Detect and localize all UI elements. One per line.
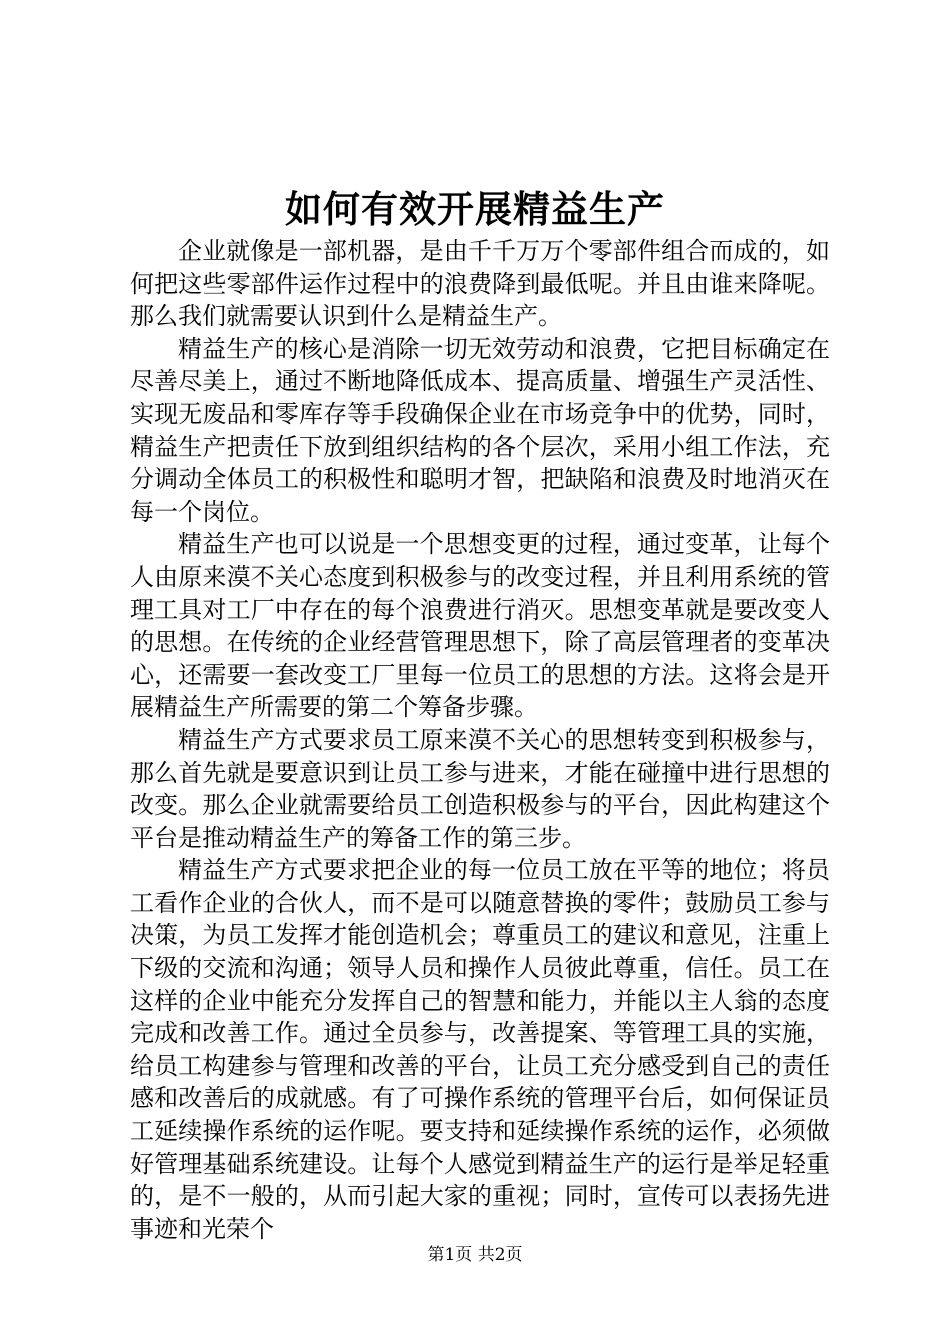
paragraph-4: 精益生产方式要求员工原来漠不关心的思想转变到积极参与，那么首先就是要意识到让员工参与进来，才能在碰撞中进行思想的改变。那么企业就需要给员工创造积极参与的平台，因此构建这个平台是推动精益生产的筹备工作的第三步。 <box>130 725 830 852</box>
paragraph-3: 精益生产也可以说是一个思想变更的过程，通过变革，让每个人由原来漠不关心态度到积极参与的改变过程，并且利用系统的管理工具对工厂中存在的每个浪费进行消灭。思想变革就是要改变人的思想。在传统的企业经营管理思想下，除了高层管理者的变革决心，还需要一套改变工厂里每一位员工的思想的方法。这将会是开展精益生产所需要的第二个筹备步骤。 <box>130 530 830 722</box>
page-number-footer: 第1页 共2页 <box>427 1245 523 1265</box>
document-title: 如何有效开展精益生产 <box>285 187 665 231</box>
document-body <box>130 235 830 1245</box>
paragraph-1: 企业就像是一部机器，是由千千万万个零部件组合而成的，如何把这些零部件运作过程中的浪费降到最低呢。并且由谁来降呢。那么我们就需要认识到什么是精益生产。 <box>130 237 830 331</box>
paragraph-5: 精益生产方式要求把企业的每一位员工放在平等的地位；将员工看作企业的合伙人，而不是可以随意替换的零件；鼓励员工参与决策，为员工发挥才能创造机会；尊重员工的建议和意见，注重上下级的交流和沟通；领导人员和操作人员彼此尊重，信任。员工在这样的企业中能充分发挥自己的智慧和能力，并能以主人翁的态度完成和改善工作。通过全员参与，改善提案、等管理工具的实施，给员工构建参与管理和改善的平台，让员工充分感受到自己的责任感和改善后的成就感。有了可操作系统的管理平台后，如何保证员工延续操作系统的运作呢。要支持和延续操作系统的运作，必须做好管理基础系统建设。让每个人感觉到精益生产的运行是举足轻重的，是不一般的，从而引起大家的重视；同时，宣传可以表扬先进事迹和光荣个 <box>130 856 830 1243</box>
paragraph-2: 精益生产的核心是消除一切无效劳动和浪费，它把目标确定在尽善尽美上，通过不断地降低成本、提高质量、增强生产灵活性、实现无废品和零库存等手段确保企业在市场竞争中的优势，同时，精益生产把责任下放到组织结构的各个层次，采用小组工作法，充分调动全体员工的积极性和聪明才智，把缺陷和浪费及时地消灭在每一个岗位。 <box>130 334 830 526</box>
